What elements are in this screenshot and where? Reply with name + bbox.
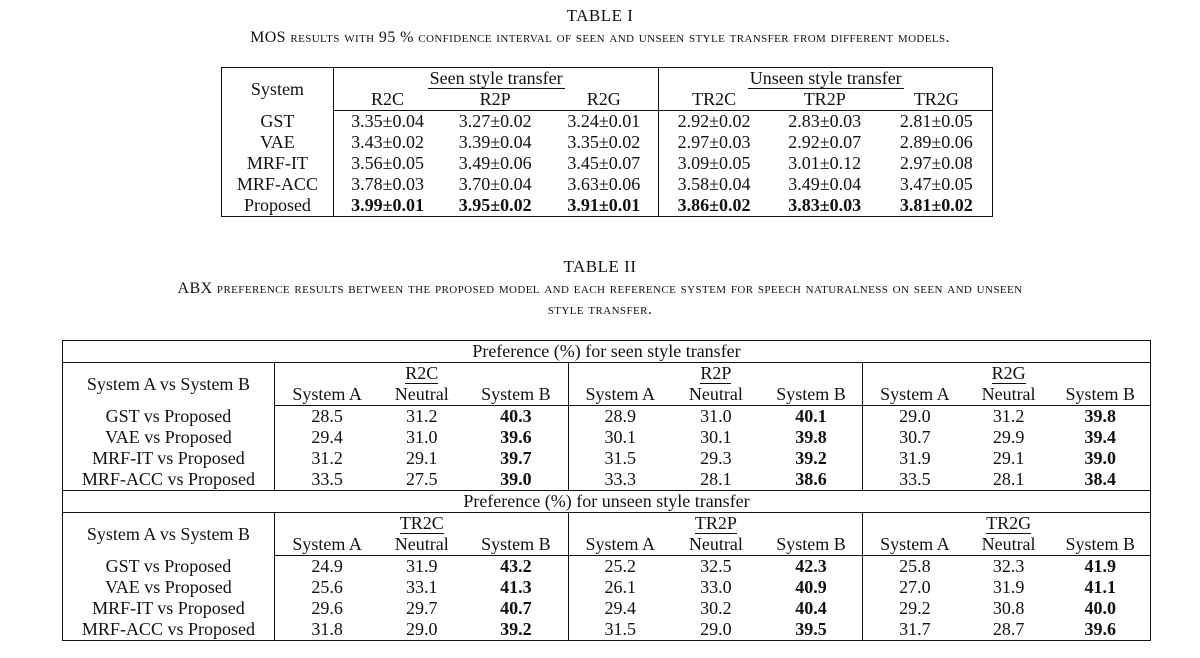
table2-group-header: TR2G bbox=[986, 513, 1032, 533]
table1-cell: 3.49±0.04 bbox=[788, 174, 862, 195]
table2-subcol-header: Neutral bbox=[967, 534, 1051, 556]
table-row bbox=[63, 427, 1151, 448]
table2-cell: 39.8 bbox=[1084, 406, 1117, 427]
table2-cell: 27.5 bbox=[405, 469, 438, 490]
table1-cell: 3.47±0.05 bbox=[899, 174, 973, 195]
table1-col-header: R2C bbox=[333, 89, 441, 111]
table2-cell: 39.6 bbox=[464, 427, 568, 448]
table1-cell: 3.49±0.06 bbox=[458, 153, 532, 174]
table2-cell: 39.2 bbox=[760, 448, 863, 469]
table1-unseen-group: Unseen style transfer bbox=[749, 68, 902, 88]
table2-cell: 31.2 bbox=[992, 406, 1025, 427]
table2-cell: 31.2 bbox=[405, 406, 438, 427]
table2-cell: 28.5 bbox=[311, 406, 343, 427]
table2-cell: 33.3 bbox=[604, 469, 636, 490]
table2-cell: 25.6 bbox=[311, 577, 343, 598]
table1-cell: 3.81±0.02 bbox=[899, 195, 973, 216]
table2-subcol-header: Neutral bbox=[672, 384, 760, 406]
table1-cell: 3.24±0.01 bbox=[549, 111, 659, 133]
table1-cell: 3.35±0.02 bbox=[549, 132, 659, 153]
table2-subcol-header: System B bbox=[464, 384, 568, 406]
table1-cell: 3.56±0.05 bbox=[351, 153, 424, 174]
table2-subcol-header: System A bbox=[568, 534, 672, 556]
table2-group-header: R2C bbox=[405, 363, 439, 383]
table2-row-label: MRF-ACC vs Proposed bbox=[63, 619, 275, 641]
table1-cell: 2.97±0.03 bbox=[677, 132, 751, 153]
table2-cell: 40.1 bbox=[760, 406, 863, 428]
table2-group-header: TR2C bbox=[399, 513, 444, 533]
table1-col-header: R2G bbox=[549, 89, 659, 111]
table2-cell: 29.1 bbox=[405, 448, 438, 469]
table2-subcol-header: System B bbox=[1051, 534, 1151, 556]
table1-col-header: TR2P bbox=[769, 89, 881, 111]
table1-caption: MOS results with 95 % confidence interval of seen and unseen style transfer from different models. bbox=[250, 29, 950, 46]
table2-cell: 29.6 bbox=[311, 598, 343, 619]
table2-cell: 25.2 bbox=[604, 556, 636, 577]
table2-cell: 39.2 bbox=[464, 619, 568, 641]
table2-cell: 31.9 bbox=[992, 577, 1025, 598]
table2-cell: 41.1 bbox=[1084, 577, 1117, 598]
table2-cell: 29.0 bbox=[405, 619, 438, 640]
table2-subcol-header: System A bbox=[568, 384, 672, 406]
table2-cell: 24.9 bbox=[311, 556, 343, 577]
table2-cell: 32.3 bbox=[992, 556, 1025, 577]
table2-cell: 39.5 bbox=[760, 619, 863, 641]
table2-row-header: System A vs System B bbox=[63, 513, 275, 556]
table1-seen-group: Seen style transfer bbox=[333, 68, 659, 90]
table1-cell: 3.91±0.01 bbox=[549, 195, 659, 217]
table2-cell: 31.2 bbox=[311, 448, 343, 469]
table1-cell: 3.99±0.01 bbox=[351, 195, 424, 216]
table2-cell: 42.3 bbox=[760, 556, 863, 578]
table2-group-header: R2P bbox=[700, 363, 732, 383]
table2-row-header: System A vs System B bbox=[63, 363, 275, 406]
table2-cell: 25.8 bbox=[899, 556, 931, 577]
table-row bbox=[63, 406, 1151, 428]
table1-system-cell: MRF-IT bbox=[222, 153, 334, 174]
table1-cell: 3.35±0.04 bbox=[351, 111, 424, 132]
table2-cell: 29.7 bbox=[405, 598, 438, 619]
table2-unseen-title: Preference (%) for unseen style transfer bbox=[63, 491, 1151, 513]
table-row bbox=[63, 598, 1151, 619]
table2-group-header: TR2P bbox=[694, 513, 737, 533]
table-row bbox=[63, 619, 1151, 641]
table2-cell: 29.4 bbox=[311, 427, 343, 448]
table2-cell: 30.1 bbox=[700, 427, 732, 448]
table2-cell: 29.0 bbox=[899, 406, 931, 427]
table2-cell: 33.0 bbox=[700, 577, 732, 598]
table2-cell: 39.7 bbox=[464, 448, 568, 469]
table2-cell: 32.5 bbox=[700, 556, 732, 577]
table1-cell: 2.89±0.06 bbox=[899, 132, 973, 153]
table1-cell: 2.97±0.08 bbox=[899, 153, 973, 174]
table2-group-header: R2G bbox=[991, 363, 1026, 383]
table2-cell: 29.1 bbox=[992, 448, 1025, 469]
table2-cell: 29.4 bbox=[604, 598, 636, 619]
table2-cell: 33.1 bbox=[405, 577, 438, 598]
table2-subcol-header: Neutral bbox=[672, 534, 760, 556]
table2-cell: 30.2 bbox=[700, 598, 732, 619]
table2-cell: 26.1 bbox=[604, 577, 636, 598]
table2-caption-line1: ABX preference results between the proposed model and each reference system for speech naturalness on seen and unseen bbox=[177, 280, 1023, 297]
table2-subcol-header: System A bbox=[274, 384, 379, 406]
table-row bbox=[222, 111, 993, 133]
table2-cell: 39.6 bbox=[1084, 619, 1117, 640]
table2-cell: 30.1 bbox=[604, 427, 636, 448]
table2-cell: 28.9 bbox=[604, 406, 636, 427]
table1-cell: 3.27±0.02 bbox=[458, 111, 532, 132]
table1-cell: 3.63±0.06 bbox=[549, 174, 659, 195]
table2-cell: 39.0 bbox=[1084, 448, 1117, 469]
table1-system-cell: MRF-ACC bbox=[222, 174, 334, 195]
table2-cell: 33.5 bbox=[899, 469, 931, 490]
table1-cell: 2.92±0.02 bbox=[677, 111, 751, 132]
table2-cell: 40.7 bbox=[464, 598, 568, 619]
table2-row-label: VAE vs Proposed bbox=[63, 577, 275, 598]
table2-cell: 40.4 bbox=[760, 598, 863, 619]
table2-cell: 29.0 bbox=[700, 619, 732, 640]
table2-row-label: MRF-ACC vs Proposed bbox=[63, 469, 275, 491]
table1-system-cell: GST bbox=[222, 111, 334, 133]
table2-cell: 31.8 bbox=[311, 619, 343, 640]
table2-subcol-header: System A bbox=[863, 384, 967, 406]
table-row bbox=[63, 469, 1151, 491]
table-row bbox=[222, 174, 993, 195]
table2-row-label: VAE vs Proposed bbox=[63, 427, 275, 448]
table1-label: TABLE I bbox=[566, 6, 634, 25]
table1-col-header: R2P bbox=[441, 89, 549, 111]
table2-subcol-header: System B bbox=[760, 384, 863, 406]
table2-cell: 27.0 bbox=[899, 577, 931, 598]
table1-cell: 3.78±0.03 bbox=[351, 174, 424, 195]
table2-subcol-header: System A bbox=[863, 534, 967, 556]
table1-col-header: TR2C bbox=[659, 89, 769, 111]
table1-cell: 2.92±0.07 bbox=[788, 132, 862, 153]
table2-cell: 40.9 bbox=[760, 577, 863, 598]
table2-cell: 43.2 bbox=[464, 556, 568, 578]
table1-cell: 3.95±0.02 bbox=[458, 195, 532, 216]
table1 bbox=[221, 67, 993, 217]
table2-subcol-header: System B bbox=[1051, 384, 1151, 406]
table2-cell: 29.2 bbox=[899, 598, 931, 619]
table2-seen-title: Preference (%) for seen style transfer bbox=[63, 341, 1151, 363]
table2 bbox=[62, 340, 1151, 641]
table2-cell: 31.0 bbox=[700, 406, 732, 427]
table2-row-label: MRF-IT vs Proposed bbox=[63, 598, 275, 619]
table2-subcol-header: System A bbox=[274, 534, 379, 556]
table2-subcol-header: Neutral bbox=[379, 384, 464, 406]
table2-row-label: GST vs Proposed bbox=[63, 406, 275, 428]
table2-cell: 29.9 bbox=[992, 427, 1025, 448]
table1-cell: 2.83±0.03 bbox=[788, 111, 862, 132]
table1-cell: 3.70±0.04 bbox=[458, 174, 532, 195]
table2-cell: 31.5 bbox=[604, 619, 636, 640]
table2-row-label: MRF-IT vs Proposed bbox=[63, 448, 275, 469]
table2-cell: 40.3 bbox=[464, 406, 568, 428]
table1-cell: 3.09±0.05 bbox=[677, 153, 751, 174]
table2-cell: 28.7 bbox=[992, 619, 1025, 640]
table1-cell: 3.58±0.04 bbox=[677, 174, 751, 195]
table2-cell: 31.9 bbox=[405, 556, 438, 577]
table2-label: TABLE II bbox=[563, 257, 637, 276]
table2-caption-line2: style transfer. bbox=[547, 301, 653, 318]
table1-cell: 3.01±0.12 bbox=[788, 153, 862, 174]
table2-subcol-header: System B bbox=[464, 534, 568, 556]
table2-cell: 29.3 bbox=[700, 448, 732, 469]
table-row bbox=[63, 577, 1151, 598]
table-row bbox=[63, 448, 1151, 469]
table2-cell: 28.1 bbox=[992, 469, 1025, 490]
table2-cell: 28.1 bbox=[700, 469, 732, 490]
table2-cell: 39.8 bbox=[760, 427, 863, 448]
table1-cell: 3.45±0.07 bbox=[549, 153, 659, 174]
table2-cell: 31.9 bbox=[899, 448, 931, 469]
table2-subcol-header: Neutral bbox=[967, 384, 1051, 406]
table2-subcol-header: Neutral bbox=[379, 534, 464, 556]
table1-cell: 3.83±0.03 bbox=[788, 195, 862, 216]
table2-cell: 31.7 bbox=[899, 619, 931, 640]
table1-cell: 2.81±0.05 bbox=[899, 111, 973, 132]
table2-cell: 39.4 bbox=[1084, 427, 1117, 448]
table2-cell: 30.7 bbox=[899, 427, 931, 448]
table1-system-cell: Proposed bbox=[222, 195, 334, 217]
table1-cell: 3.43±0.02 bbox=[351, 132, 424, 153]
table2-cell: 40.0 bbox=[1084, 598, 1117, 619]
table-row bbox=[222, 132, 993, 153]
table2-cell: 38.4 bbox=[1084, 469, 1117, 490]
table-row bbox=[63, 556, 1151, 578]
table2-subcol-header: System B bbox=[760, 534, 863, 556]
table2-cell: 41.9 bbox=[1084, 556, 1117, 577]
table2-cell: 38.6 bbox=[760, 469, 863, 491]
table-row bbox=[222, 153, 993, 174]
table2-cell: 33.5 bbox=[311, 469, 343, 490]
table2-cell: 41.3 bbox=[464, 577, 568, 598]
table-row bbox=[222, 195, 993, 217]
table2-row-label: GST vs Proposed bbox=[63, 556, 275, 578]
table2-cell: 39.0 bbox=[464, 469, 568, 491]
table1-cell: 3.86±0.02 bbox=[677, 195, 751, 216]
table1-col-header: TR2G bbox=[881, 89, 993, 111]
table1-cell: 3.39±0.04 bbox=[458, 132, 532, 153]
table2-cell: 30.8 bbox=[992, 598, 1025, 619]
table2-cell: 31.0 bbox=[405, 427, 438, 448]
table2-cell: 31.5 bbox=[604, 448, 636, 469]
table1-system-header: System bbox=[222, 68, 334, 111]
table1-system-cell: VAE bbox=[222, 132, 334, 153]
